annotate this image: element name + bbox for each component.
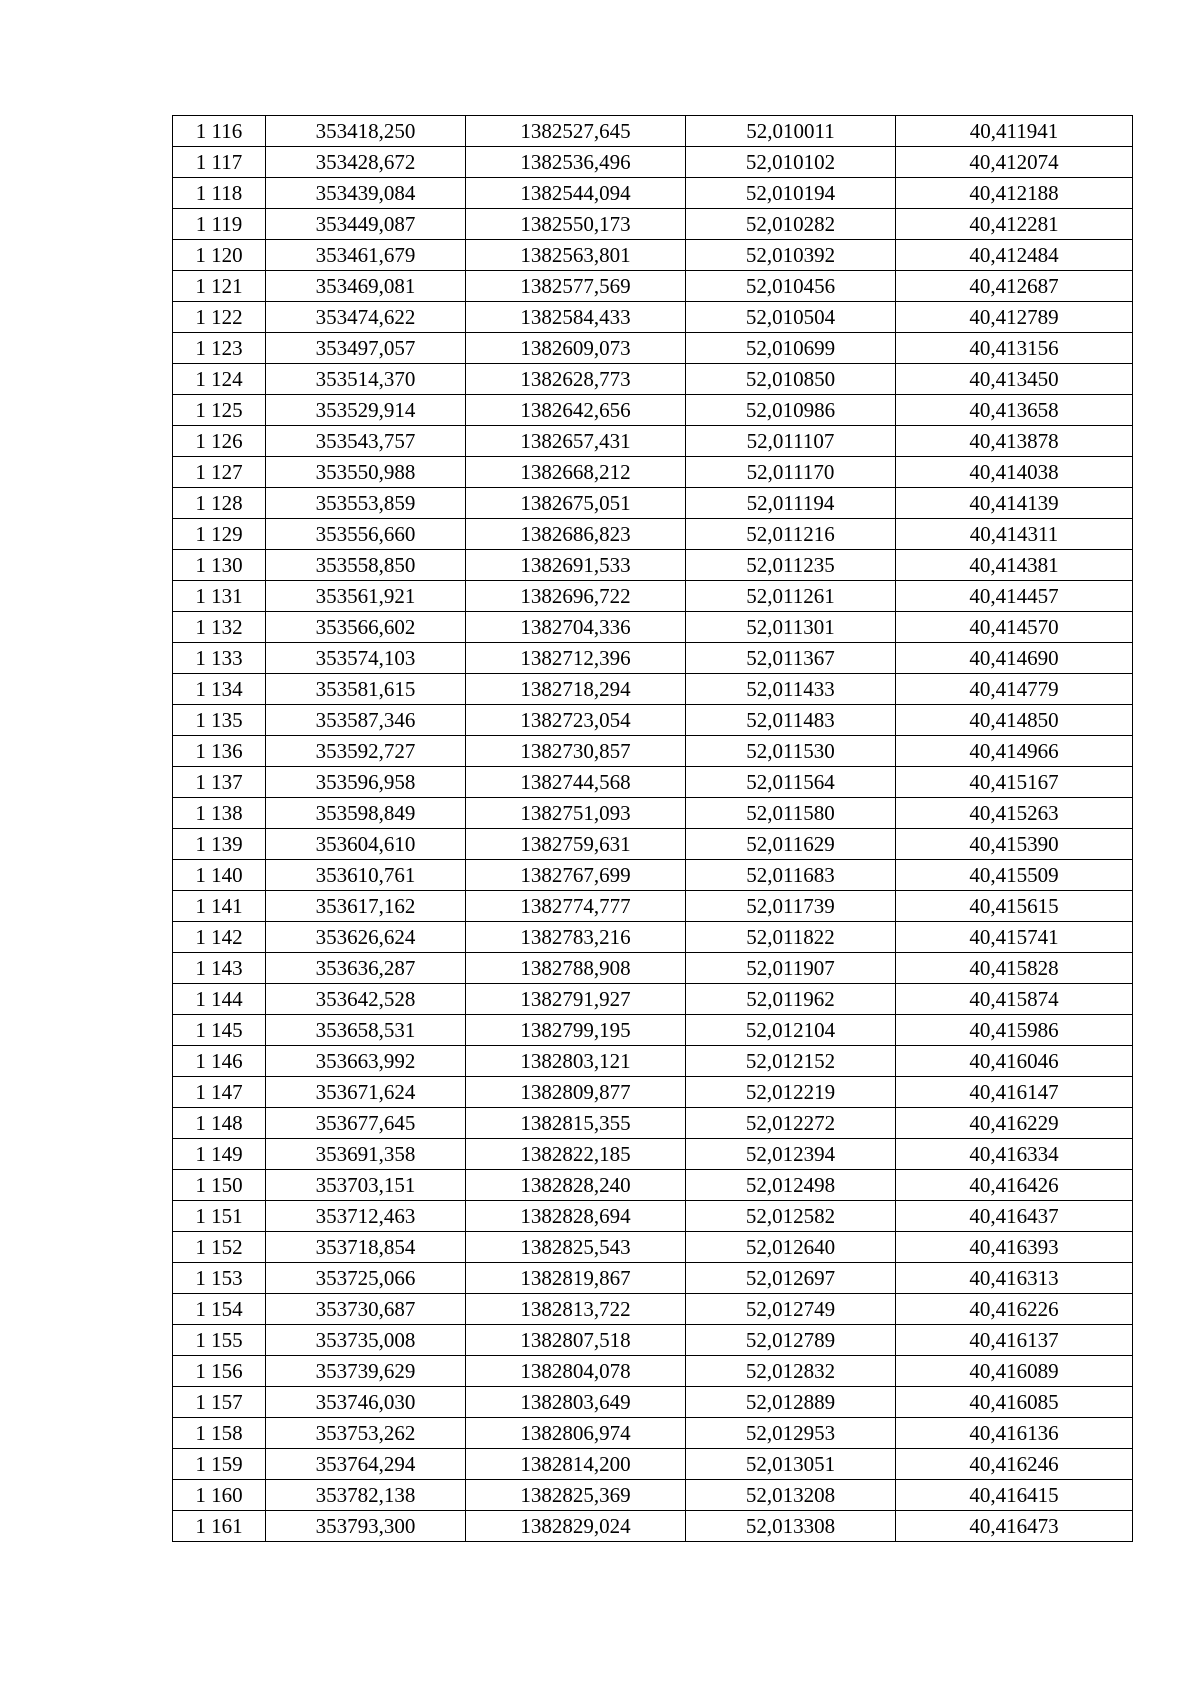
table-row [173, 1449, 1133, 1480]
longitude-cell: 40,414457 [896, 581, 1133, 612]
y-coordinate-cell: 1382536,496 [466, 147, 686, 178]
latitude-cell: 52,012498 [686, 1170, 896, 1201]
point-number-cell: 1 137 [173, 767, 266, 798]
table-row [173, 1139, 1133, 1170]
longitude-cell: 40,416147 [896, 1077, 1133, 1108]
latitude-cell: 52,011170 [686, 457, 896, 488]
table-row [173, 798, 1133, 829]
longitude-cell: 40,414690 [896, 643, 1133, 674]
point-number-cell: 1 152 [173, 1232, 266, 1263]
point-number-cell: 1 150 [173, 1170, 266, 1201]
point-number-cell: 1 128 [173, 488, 266, 519]
point-number-cell: 1 135 [173, 705, 266, 736]
y-coordinate-cell: 1382809,877 [466, 1077, 686, 1108]
x-coordinate-cell: 353730,687 [266, 1294, 466, 1325]
x-coordinate-cell: 353746,030 [266, 1387, 466, 1418]
latitude-cell: 52,012953 [686, 1418, 896, 1449]
latitude-cell: 52,011367 [686, 643, 896, 674]
latitude-cell: 52,011483 [686, 705, 896, 736]
x-coordinate-cell: 353574,103 [266, 643, 466, 674]
longitude-cell: 40,414381 [896, 550, 1133, 581]
x-coordinate-cell: 353514,370 [266, 364, 466, 395]
longitude-cell: 40,416085 [896, 1387, 1133, 1418]
point-number-cell: 1 126 [173, 426, 266, 457]
x-coordinate-cell: 353712,463 [266, 1201, 466, 1232]
longitude-cell: 40,413878 [896, 426, 1133, 457]
point-number-cell: 1 138 [173, 798, 266, 829]
y-coordinate-cell: 1382759,631 [466, 829, 686, 860]
latitude-cell: 52,010102 [686, 147, 896, 178]
longitude-cell: 40,412074 [896, 147, 1133, 178]
latitude-cell: 52,011822 [686, 922, 896, 953]
y-coordinate-cell: 1382822,185 [466, 1139, 686, 1170]
latitude-cell: 52,012152 [686, 1046, 896, 1077]
latitude-cell: 52,011739 [686, 891, 896, 922]
longitude-cell: 40,412188 [896, 178, 1133, 209]
table-row [173, 1263, 1133, 1294]
x-coordinate-cell: 353691,358 [266, 1139, 466, 1170]
x-coordinate-cell: 353581,615 [266, 674, 466, 705]
longitude-cell: 40,414966 [896, 736, 1133, 767]
table-row [173, 860, 1133, 891]
latitude-cell: 52,011683 [686, 860, 896, 891]
x-coordinate-cell: 353592,727 [266, 736, 466, 767]
x-coordinate-cell: 353566,602 [266, 612, 466, 643]
y-coordinate-cell: 1382657,431 [466, 426, 686, 457]
latitude-cell: 52,012582 [686, 1201, 896, 1232]
table-row [173, 1294, 1133, 1325]
latitude-cell: 52,012219 [686, 1077, 896, 1108]
latitude-cell: 52,010850 [686, 364, 896, 395]
latitude-cell: 52,011107 [686, 426, 896, 457]
longitude-cell: 40,414779 [896, 674, 1133, 705]
longitude-cell: 40,414570 [896, 612, 1133, 643]
x-coordinate-cell: 353725,066 [266, 1263, 466, 1294]
y-coordinate-cell: 1382803,121 [466, 1046, 686, 1077]
y-coordinate-cell: 1382806,974 [466, 1418, 686, 1449]
table-row [173, 643, 1133, 674]
y-coordinate-cell: 1382563,801 [466, 240, 686, 271]
x-coordinate-cell: 353556,660 [266, 519, 466, 550]
table-row [173, 922, 1133, 953]
point-number-cell: 1 147 [173, 1077, 266, 1108]
point-number-cell: 1 155 [173, 1325, 266, 1356]
longitude-cell: 40,415741 [896, 922, 1133, 953]
table-row [173, 891, 1133, 922]
point-number-cell: 1 118 [173, 178, 266, 209]
x-coordinate-cell: 353735,008 [266, 1325, 466, 1356]
longitude-cell: 40,416137 [896, 1325, 1133, 1356]
longitude-cell: 40,416437 [896, 1201, 1133, 1232]
latitude-cell: 52,011194 [686, 488, 896, 519]
y-coordinate-cell: 1382828,240 [466, 1170, 686, 1201]
table-row [173, 581, 1133, 612]
table-row [173, 519, 1133, 550]
y-coordinate-cell: 1382686,823 [466, 519, 686, 550]
longitude-cell: 40,415828 [896, 953, 1133, 984]
latitude-cell: 52,010986 [686, 395, 896, 426]
x-coordinate-cell: 353642,528 [266, 984, 466, 1015]
longitude-cell: 40,416426 [896, 1170, 1133, 1201]
longitude-cell: 40,416136 [896, 1418, 1133, 1449]
table-row [173, 953, 1133, 984]
y-coordinate-cell: 1382704,336 [466, 612, 686, 643]
x-coordinate-cell: 353739,629 [266, 1356, 466, 1387]
table-row [173, 705, 1133, 736]
table-row [173, 550, 1133, 581]
y-coordinate-cell: 1382544,094 [466, 178, 686, 209]
y-coordinate-cell: 1382577,569 [466, 271, 686, 302]
longitude-cell: 40,416246 [896, 1449, 1133, 1480]
longitude-cell: 40,413658 [896, 395, 1133, 426]
table-row [173, 612, 1133, 643]
x-coordinate-cell: 353671,624 [266, 1077, 466, 1108]
longitude-cell: 40,412281 [896, 209, 1133, 240]
y-coordinate-cell: 1382718,294 [466, 674, 686, 705]
latitude-cell: 52,013208 [686, 1480, 896, 1511]
x-coordinate-cell: 353439,084 [266, 178, 466, 209]
point-number-cell: 1 149 [173, 1139, 266, 1170]
table-row [173, 1015, 1133, 1046]
longitude-cell: 40,415390 [896, 829, 1133, 860]
point-number-cell: 1 116 [173, 116, 266, 147]
latitude-cell: 52,011216 [686, 519, 896, 550]
latitude-cell: 52,011301 [686, 612, 896, 643]
table-row [173, 1480, 1133, 1511]
longitude-cell: 40,414139 [896, 488, 1133, 519]
longitude-cell: 40,416473 [896, 1511, 1133, 1542]
y-coordinate-cell: 1382675,051 [466, 488, 686, 519]
latitude-cell: 52,012394 [686, 1139, 896, 1170]
y-coordinate-cell: 1382744,568 [466, 767, 686, 798]
longitude-cell: 40,416229 [896, 1108, 1133, 1139]
x-coordinate-cell: 353561,921 [266, 581, 466, 612]
latitude-cell: 52,012104 [686, 1015, 896, 1046]
table-row [173, 1108, 1133, 1139]
longitude-cell: 40,414850 [896, 705, 1133, 736]
x-coordinate-cell: 353461,679 [266, 240, 466, 271]
coordinates-table-body [173, 116, 1133, 1542]
latitude-cell: 52,011580 [686, 798, 896, 829]
latitude-cell: 52,010282 [686, 209, 896, 240]
x-coordinate-cell: 353596,958 [266, 767, 466, 798]
x-coordinate-cell: 353663,992 [266, 1046, 466, 1077]
x-coordinate-cell: 353587,346 [266, 705, 466, 736]
x-coordinate-cell: 353474,622 [266, 302, 466, 333]
latitude-cell: 52,012640 [686, 1232, 896, 1263]
point-number-cell: 1 119 [173, 209, 266, 240]
latitude-cell: 52,012272 [686, 1108, 896, 1139]
latitude-cell: 52,012889 [686, 1387, 896, 1418]
table-row [173, 1077, 1133, 1108]
x-coordinate-cell: 353764,294 [266, 1449, 466, 1480]
point-number-cell: 1 127 [173, 457, 266, 488]
longitude-cell: 40,413450 [896, 364, 1133, 395]
y-coordinate-cell: 1382730,857 [466, 736, 686, 767]
longitude-cell: 40,416393 [896, 1232, 1133, 1263]
table-row [173, 1387, 1133, 1418]
y-coordinate-cell: 1382609,073 [466, 333, 686, 364]
latitude-cell: 52,012832 [686, 1356, 896, 1387]
y-coordinate-cell: 1382696,722 [466, 581, 686, 612]
table-row [173, 1046, 1133, 1077]
point-number-cell: 1 157 [173, 1387, 266, 1418]
point-number-cell: 1 151 [173, 1201, 266, 1232]
longitude-cell: 40,415615 [896, 891, 1133, 922]
point-number-cell: 1 139 [173, 829, 266, 860]
y-coordinate-cell: 1382751,093 [466, 798, 686, 829]
point-number-cell: 1 145 [173, 1015, 266, 1046]
latitude-cell: 52,011235 [686, 550, 896, 581]
x-coordinate-cell: 353418,250 [266, 116, 466, 147]
point-number-cell: 1 131 [173, 581, 266, 612]
y-coordinate-cell: 1382815,355 [466, 1108, 686, 1139]
point-number-cell: 1 161 [173, 1511, 266, 1542]
table-row [173, 1170, 1133, 1201]
y-coordinate-cell: 1382814,200 [466, 1449, 686, 1480]
table-row [173, 984, 1133, 1015]
table-row [173, 457, 1133, 488]
point-number-cell: 1 129 [173, 519, 266, 550]
point-number-cell: 1 124 [173, 364, 266, 395]
point-number-cell: 1 142 [173, 922, 266, 953]
table-row [173, 116, 1133, 147]
point-number-cell: 1 136 [173, 736, 266, 767]
point-number-cell: 1 121 [173, 271, 266, 302]
y-coordinate-cell: 1382799,195 [466, 1015, 686, 1046]
latitude-cell: 52,011261 [686, 581, 896, 612]
table-row [173, 364, 1133, 395]
point-number-cell: 1 146 [173, 1046, 266, 1077]
x-coordinate-cell: 353617,162 [266, 891, 466, 922]
longitude-cell: 40,414038 [896, 457, 1133, 488]
y-coordinate-cell: 1382783,216 [466, 922, 686, 953]
table-row [173, 1201, 1133, 1232]
x-coordinate-cell: 353598,849 [266, 798, 466, 829]
x-coordinate-cell: 353658,531 [266, 1015, 466, 1046]
x-coordinate-cell: 353677,645 [266, 1108, 466, 1139]
table-row [173, 1232, 1133, 1263]
table-row [173, 395, 1133, 426]
table-row [173, 1511, 1133, 1542]
y-coordinate-cell: 1382819,867 [466, 1263, 686, 1294]
longitude-cell: 40,416089 [896, 1356, 1133, 1387]
latitude-cell: 52,012789 [686, 1325, 896, 1356]
latitude-cell: 52,011433 [686, 674, 896, 705]
x-coordinate-cell: 353558,850 [266, 550, 466, 581]
latitude-cell: 52,010392 [686, 240, 896, 271]
point-number-cell: 1 154 [173, 1294, 266, 1325]
x-coordinate-cell: 353529,914 [266, 395, 466, 426]
longitude-cell: 40,412484 [896, 240, 1133, 271]
table-row [173, 488, 1133, 519]
latitude-cell: 52,010699 [686, 333, 896, 364]
y-coordinate-cell: 1382825,369 [466, 1480, 686, 1511]
table-row [173, 271, 1133, 302]
point-number-cell: 1 159 [173, 1449, 266, 1480]
point-number-cell: 1 134 [173, 674, 266, 705]
y-coordinate-cell: 1382828,694 [466, 1201, 686, 1232]
x-coordinate-cell: 353782,138 [266, 1480, 466, 1511]
longitude-cell: 40,416313 [896, 1263, 1133, 1294]
y-coordinate-cell: 1382668,212 [466, 457, 686, 488]
x-coordinate-cell: 353469,081 [266, 271, 466, 302]
x-coordinate-cell: 353497,057 [266, 333, 466, 364]
table-row [173, 240, 1133, 271]
table-row [173, 178, 1133, 209]
y-coordinate-cell: 1382807,518 [466, 1325, 686, 1356]
point-number-cell: 1 144 [173, 984, 266, 1015]
point-number-cell: 1 130 [173, 550, 266, 581]
y-coordinate-cell: 1382767,699 [466, 860, 686, 891]
y-coordinate-cell: 1382791,927 [466, 984, 686, 1015]
x-coordinate-cell: 353753,262 [266, 1418, 466, 1449]
x-coordinate-cell: 353428,672 [266, 147, 466, 178]
latitude-cell: 52,010504 [686, 302, 896, 333]
table-row [173, 674, 1133, 705]
longitude-cell: 40,414311 [896, 519, 1133, 550]
longitude-cell: 40,413156 [896, 333, 1133, 364]
longitude-cell: 40,416334 [896, 1139, 1133, 1170]
y-coordinate-cell: 1382804,078 [466, 1356, 686, 1387]
longitude-cell: 40,411941 [896, 116, 1133, 147]
longitude-cell: 40,415874 [896, 984, 1133, 1015]
x-coordinate-cell: 353718,854 [266, 1232, 466, 1263]
latitude-cell: 52,011564 [686, 767, 896, 798]
x-coordinate-cell: 353636,287 [266, 953, 466, 984]
latitude-cell: 52,011629 [686, 829, 896, 860]
table-row [173, 1325, 1133, 1356]
longitude-cell: 40,416226 [896, 1294, 1133, 1325]
longitude-cell: 40,415986 [896, 1015, 1133, 1046]
point-number-cell: 1 125 [173, 395, 266, 426]
latitude-cell: 52,011530 [686, 736, 896, 767]
longitude-cell: 40,415509 [896, 860, 1133, 891]
x-coordinate-cell: 353543,757 [266, 426, 466, 457]
point-number-cell: 1 117 [173, 147, 266, 178]
point-number-cell: 1 153 [173, 1263, 266, 1294]
table-row [173, 302, 1133, 333]
table-row [173, 426, 1133, 457]
y-coordinate-cell: 1382550,173 [466, 209, 686, 240]
point-number-cell: 1 160 [173, 1480, 266, 1511]
y-coordinate-cell: 1382825,543 [466, 1232, 686, 1263]
table-row [173, 1356, 1133, 1387]
coordinates-table [172, 115, 1133, 1542]
x-coordinate-cell: 353703,151 [266, 1170, 466, 1201]
point-number-cell: 1 132 [173, 612, 266, 643]
table-row [173, 736, 1133, 767]
x-coordinate-cell: 353550,988 [266, 457, 466, 488]
y-coordinate-cell: 1382788,908 [466, 953, 686, 984]
y-coordinate-cell: 1382712,396 [466, 643, 686, 674]
table-row [173, 147, 1133, 178]
point-number-cell: 1 133 [173, 643, 266, 674]
x-coordinate-cell: 353449,087 [266, 209, 466, 240]
latitude-cell: 52,011962 [686, 984, 896, 1015]
x-coordinate-cell: 353553,859 [266, 488, 466, 519]
latitude-cell: 52,012749 [686, 1294, 896, 1325]
point-number-cell: 1 156 [173, 1356, 266, 1387]
latitude-cell: 52,011907 [686, 953, 896, 984]
latitude-cell: 52,013308 [686, 1511, 896, 1542]
point-number-cell: 1 122 [173, 302, 266, 333]
longitude-cell: 40,416046 [896, 1046, 1133, 1077]
longitude-cell: 40,412789 [896, 302, 1133, 333]
point-number-cell: 1 158 [173, 1418, 266, 1449]
table-row [173, 1418, 1133, 1449]
y-coordinate-cell: 1382628,773 [466, 364, 686, 395]
y-coordinate-cell: 1382803,649 [466, 1387, 686, 1418]
y-coordinate-cell: 1382642,656 [466, 395, 686, 426]
table-row [173, 829, 1133, 860]
y-coordinate-cell: 1382527,645 [466, 116, 686, 147]
latitude-cell: 52,010011 [686, 116, 896, 147]
point-number-cell: 1 123 [173, 333, 266, 364]
table-row [173, 209, 1133, 240]
point-number-cell: 1 141 [173, 891, 266, 922]
y-coordinate-cell: 1382723,054 [466, 705, 686, 736]
table-row [173, 333, 1133, 364]
x-coordinate-cell: 353626,624 [266, 922, 466, 953]
x-coordinate-cell: 353604,610 [266, 829, 466, 860]
x-coordinate-cell: 353610,761 [266, 860, 466, 891]
y-coordinate-cell: 1382774,777 [466, 891, 686, 922]
longitude-cell: 40,412687 [896, 271, 1133, 302]
point-number-cell: 1 148 [173, 1108, 266, 1139]
table-row [173, 767, 1133, 798]
x-coordinate-cell: 353793,300 [266, 1511, 466, 1542]
point-number-cell: 1 140 [173, 860, 266, 891]
latitude-cell: 52,012697 [686, 1263, 896, 1294]
latitude-cell: 52,010456 [686, 271, 896, 302]
point-number-cell: 1 143 [173, 953, 266, 984]
latitude-cell: 52,013051 [686, 1449, 896, 1480]
y-coordinate-cell: 1382813,722 [466, 1294, 686, 1325]
point-number-cell: 1 120 [173, 240, 266, 271]
longitude-cell: 40,415263 [896, 798, 1133, 829]
y-coordinate-cell: 1382691,533 [466, 550, 686, 581]
y-coordinate-cell: 1382829,024 [466, 1511, 686, 1542]
latitude-cell: 52,010194 [686, 178, 896, 209]
y-coordinate-cell: 1382584,433 [466, 302, 686, 333]
longitude-cell: 40,415167 [896, 767, 1133, 798]
longitude-cell: 40,416415 [896, 1480, 1133, 1511]
